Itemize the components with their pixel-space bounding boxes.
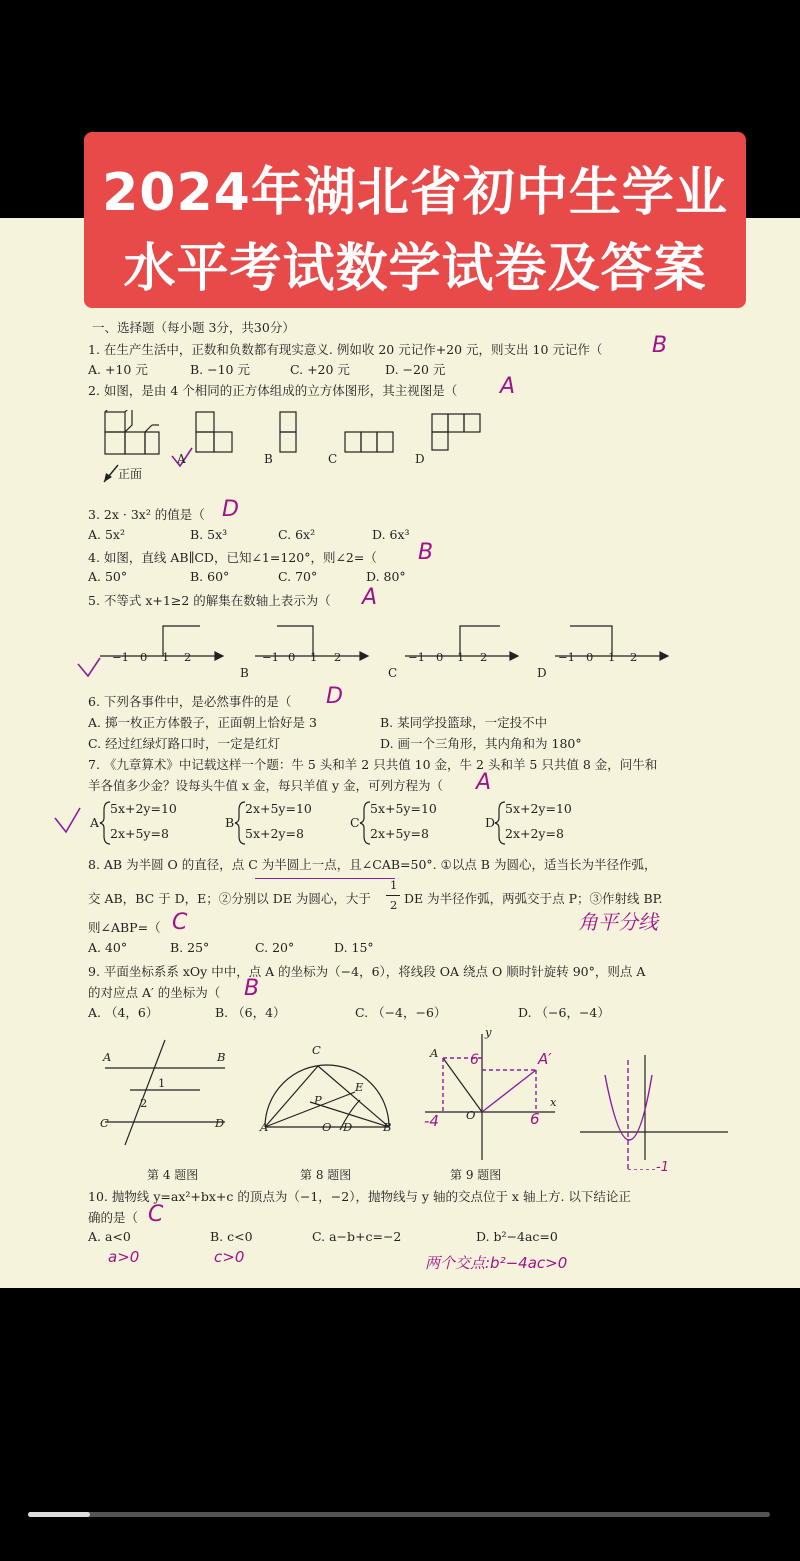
q8-stem-line2b: DE 为半径作弧，两弧交于点 P；③作射线 BP. xyxy=(404,891,663,906)
q2-stem: 2. 如图，是由 4 个相同的正方体组成的立方体图形，其主视图是（ xyxy=(88,383,458,398)
q3-option-c: C. 6x² xyxy=(278,527,316,542)
q5-b-tick-m1: −1 xyxy=(262,650,279,664)
fig9-note-6-y: 6 xyxy=(470,1052,479,1068)
q7-answer: A xyxy=(476,770,492,795)
q7-sys-b-label: B xyxy=(225,815,235,830)
video-progress-track[interactable] xyxy=(28,1512,770,1517)
fig4-label-d: D xyxy=(215,1116,225,1130)
q10-answer: C xyxy=(148,1202,164,1227)
q4-option-a: A. 50° xyxy=(88,569,128,584)
q5-b-tick-0: 0 xyxy=(288,650,296,664)
q6-option-b: B. 某同学投篮球，一定投不中 xyxy=(380,715,548,730)
q2-figure-svg xyxy=(0,410,800,510)
q3-option-b: B. 5x³ xyxy=(190,527,228,542)
q1-option-d: D. −20 元 xyxy=(385,362,446,377)
q4-option-d: D. 80° xyxy=(366,569,406,584)
q4-answer: B xyxy=(418,540,434,565)
q7-sys-a-eq1: 5x+2y=10 xyxy=(110,801,177,816)
q10-option-b: B. c<0 xyxy=(210,1229,253,1244)
q1-option-c: C. +20 元 xyxy=(290,362,350,377)
q8-answer: C xyxy=(172,910,188,935)
q4-option-b: B. 60° xyxy=(190,569,230,584)
q8-option-d: D. 15° xyxy=(334,940,374,955)
q7-sys-c-eq1: 5x+5y=10 xyxy=(370,801,437,816)
q7-sys-a-eq2: 2x+5y=8 xyxy=(110,826,169,841)
q2-solid-drawing xyxy=(105,410,159,454)
fig9-label-o: O xyxy=(466,1108,476,1122)
q8-option-a: A. 40° xyxy=(88,940,128,955)
q2-label-c: C xyxy=(328,452,338,466)
q7-sys-d-eq1: 5x+2y=10 xyxy=(505,801,572,816)
q7-stem-line1: 7. 《九章算术》中记载这样一个题：牛 5 头和羊 2 只共值 10 金，牛 2 头和羊 5 只共值 8 金，问牛和 xyxy=(88,757,658,772)
q5-d-tick-m1: −1 xyxy=(558,650,575,664)
q3-answer: D xyxy=(222,497,239,522)
q4-stem: 4. 如图，直线 AB∥CD，已知∠1=120°，则∠2=（ xyxy=(88,550,377,565)
fig8-label-d: D xyxy=(343,1120,353,1134)
q1-answer: B xyxy=(652,333,668,358)
q1-option-a: A. +10 元 xyxy=(88,362,148,377)
q9-option-c: C. （−4，−6） xyxy=(355,1005,447,1020)
q5-a-tick-0: 0 xyxy=(140,650,148,664)
q9-option-a: A. （4，6） xyxy=(88,1005,159,1020)
fig8-label-c: C xyxy=(312,1043,321,1057)
banner-title-line1: 2024年湖北省初中生学业 xyxy=(102,163,728,223)
fig9-label-x: x xyxy=(550,1095,557,1109)
q5-c-tick-m1: −1 xyxy=(408,650,425,664)
q7-sys-d-eq2: 2x+2y=8 xyxy=(505,826,564,841)
q8-note: 角平分线 xyxy=(578,910,658,934)
q10-option-d: D. b²−4ac=0 xyxy=(476,1229,558,1244)
q9-stem-line2: 的对应点 A′ 的坐标为（ xyxy=(88,985,221,1000)
q3-stem: 3. 2x · 3x² 的值是（ xyxy=(88,507,205,522)
section-title: 一、选择题（每小题 3分，共30分） xyxy=(92,320,295,335)
q7-sys-c-eq2: 2x+5y=8 xyxy=(370,826,429,841)
q2-label-a: A xyxy=(177,452,186,466)
q7-stem-line2: 羊各值多少金？设每头牛值 x 金，每只羊值 y 金，可列方程为（ xyxy=(88,778,444,793)
q2-option-d-view xyxy=(432,414,480,450)
q5-label-b: B xyxy=(240,666,249,680)
q5-label-d: D xyxy=(537,666,547,680)
q5-d-tick-1: 1 xyxy=(608,650,616,664)
fig4-label-c: C xyxy=(100,1116,109,1130)
q8-option-b: B. 25° xyxy=(170,940,210,955)
fig8-label-e: E xyxy=(355,1080,364,1094)
q2-front-label: 正面 xyxy=(118,467,143,481)
q7-sys-a-label: A xyxy=(90,815,100,830)
fig8-label-p: P xyxy=(314,1093,322,1107)
q1-stem: 1. 在生产生活中，正数和负数都有现实意义. 例如收 20 元记作+20 元，则支出 10 元记作（ xyxy=(88,342,603,357)
q7-sys-d-label: D xyxy=(485,815,496,830)
q7-sys-c-label: C xyxy=(350,815,360,830)
q5-a-tick-m1: −1 xyxy=(112,650,129,664)
fig9-note-m4: -4 xyxy=(424,1112,439,1130)
video-progress-thumb[interactable] xyxy=(28,1512,90,1517)
q6-option-c: C. 经过红绿灯路口时，一定是红灯 xyxy=(88,736,281,751)
q10-stem-line1: 10. 抛物线 y=ax²+bx+c 的顶点为（−1，−2），抛物线与 y 轴的交点位于 x 轴上方. 以下结论正 xyxy=(88,1189,631,1204)
fig4-label-b: B xyxy=(217,1050,226,1064)
q9-answer: B xyxy=(244,976,260,1001)
fig8-label-o: O xyxy=(322,1120,332,1134)
fig4-caption: 第 4 题图 xyxy=(147,1168,199,1182)
q10-option-a: A. a<0 xyxy=(88,1229,131,1244)
q8-frac-bar xyxy=(386,895,400,896)
q10-option-c: C. a−b+c=−2 xyxy=(312,1229,402,1244)
q8-frac-den: 2 xyxy=(390,898,398,912)
q6-option-a: A. 掷一枚正方体骰子，正面朝上恰好是 3 xyxy=(88,715,317,730)
q5-answer: A xyxy=(362,585,378,610)
q8-option-c: C. 20° xyxy=(255,940,295,955)
fig9-caption: 第 9 题图 xyxy=(450,1168,502,1182)
q6-answer: D xyxy=(326,684,343,709)
q5-c-tick-1: 1 xyxy=(457,650,465,664)
fig9-label-y: y xyxy=(485,1025,492,1039)
title-banner xyxy=(84,132,746,308)
q10-note-c: c>0 xyxy=(214,1248,245,1266)
q5-a-tick-1: 1 xyxy=(162,650,170,664)
q8-frac-num: 1 xyxy=(390,878,398,892)
fig4-label-a: A xyxy=(103,1050,112,1064)
fig4-angle-2: 2 xyxy=(140,1096,148,1110)
q10-note-discriminant: 两个交点:b²−4ac>0 xyxy=(425,1254,568,1272)
q8-stem-line3: 则∠ABP=（ xyxy=(88,920,161,935)
q8-stem-line1: 8. AB 为半圆 O 的直径，点 C 为半圆上一点，且∠CAB=50°. ①以点 B 为圆心，适当长为半径作弧， xyxy=(88,857,657,872)
q3-option-a: A. 5x² xyxy=(88,527,125,542)
figures-row-svg xyxy=(0,1030,800,1170)
fig8-label-b: B xyxy=(383,1120,392,1134)
q2-option-b-view xyxy=(280,412,296,452)
q5-d-tick-0: 0 xyxy=(586,650,594,664)
fig4-angle-1: 1 xyxy=(158,1076,166,1090)
q5-d-tick-2: 2 xyxy=(630,650,638,664)
q5-c-tick-2: 2 xyxy=(480,650,488,664)
banner-title-line2: 水平考试数学试卷及答案 xyxy=(123,239,707,299)
fig8-caption: 第 8 题图 xyxy=(300,1168,352,1182)
q7-sys-b-eq1: 2x+5y=10 xyxy=(245,801,312,816)
q5-b-tick-1: 1 xyxy=(310,650,318,664)
q6-option-d: D. 画一个三角形，其内角和为 180° xyxy=(380,736,582,751)
q5-stem: 5. 不等式 x+1≥2 的解集在数轴上表示为（ xyxy=(88,593,331,608)
fig9-label-a-prime: A′ xyxy=(538,1050,552,1068)
q2-option-a-view xyxy=(196,412,232,452)
q9-stem-line1: 9. 平面坐标系系 xOy 中中，点 A 的坐标为（−4，6），将线段 OA 绕点 O 顺时针旋转 90°，则点 A xyxy=(88,964,646,979)
q2-label-d: D xyxy=(415,452,425,466)
q2-answer: A xyxy=(500,374,516,399)
q4-option-c: C. 70° xyxy=(278,569,318,584)
fig9-label-a: A xyxy=(430,1046,439,1060)
parabola-note: -1 xyxy=(656,1160,669,1175)
q7-sys-b-eq2: 5x+2y=8 xyxy=(245,826,304,841)
fig8-label-a: A xyxy=(260,1120,269,1134)
q5-a-tick-2: 2 xyxy=(184,650,192,664)
q10-note-a: a>0 xyxy=(108,1248,140,1266)
q2-label-b: B xyxy=(264,452,273,466)
q10-stem-line2: 确的是（ xyxy=(88,1210,139,1225)
q3-option-d: D. 6x³ xyxy=(372,527,410,542)
q5-c-tick-0: 0 xyxy=(436,650,444,664)
q9-option-b: B. （6，4） xyxy=(215,1005,286,1020)
q2-option-c-view xyxy=(345,432,393,452)
q5-b-tick-2: 2 xyxy=(334,650,342,664)
q6-stem: 6. 下列各事件中，是必然事件的是（ xyxy=(88,694,292,709)
q5-label-c: C xyxy=(388,666,398,680)
fig9-note-6-x: 6 xyxy=(530,1110,540,1128)
q8-stem-line2a: 交 AB，BC 于 D，E；②分别以 DE 为圆心，大于 xyxy=(88,891,371,906)
q8-underline xyxy=(255,878,395,879)
q9-option-d: D. （−6，−4） xyxy=(518,1005,610,1020)
q1-option-b: B. −10 元 xyxy=(190,362,250,377)
